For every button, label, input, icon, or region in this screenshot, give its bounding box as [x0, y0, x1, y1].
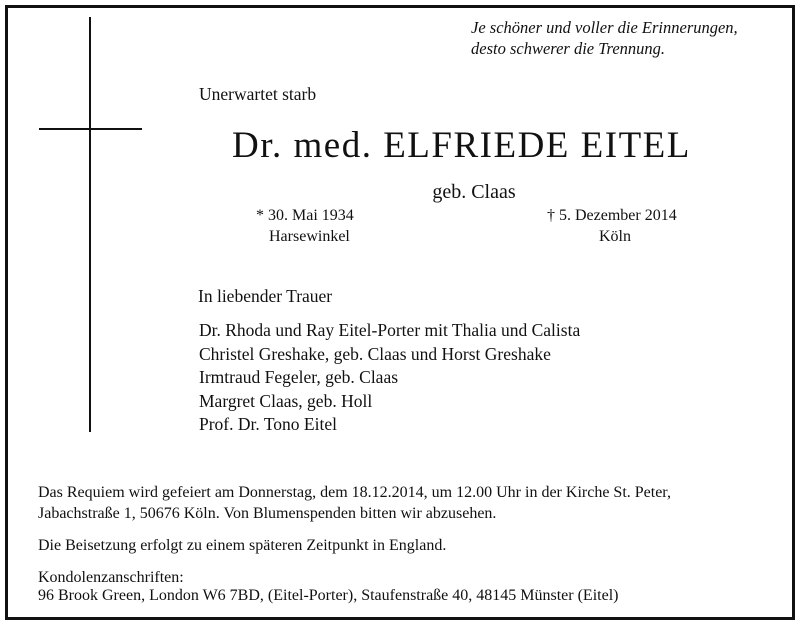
cross-icon	[89, 17, 91, 432]
mourners-list	[199, 319, 580, 437]
burial-text: Die Beisetzung erfolgt zu einem späteren Zeitpunkt in England.	[38, 537, 447, 554]
mourner-name: Margret Claas, geb. Holl	[199, 390, 373, 411]
deceased-name: Dr. med. ELFRIEDE EITEL	[232, 125, 691, 166]
death-place: Köln	[599, 228, 631, 245]
quote-line-1: Je schöner und voller die Erinnerungen,	[471, 18, 738, 37]
maiden-name: geb. Claas	[432, 181, 516, 203]
condolence-label: Kondolenzanschriften:	[38, 569, 184, 586]
requiem-text-line-2: Jabachstraße 1, 50676 Köln. Von Blumenspenden bitten wir abzusehen.	[38, 505, 497, 522]
mourner-name: Dr. Rhoda und Ray Eitel-Porter mit Thalia und Calista	[199, 320, 581, 340]
birth-date: * 30. Mai 1934	[256, 207, 354, 224]
birth-place: Harsewinkel	[269, 228, 350, 245]
notice-border	[5, 5, 795, 620]
mourning-heading: In liebender Trauer	[198, 286, 333, 306]
death-date: † 5. Dezember 2014	[547, 207, 677, 224]
cross-bar	[39, 128, 142, 130]
quote-line-2: desto schwerer die Trennung.	[471, 39, 666, 58]
requiem-text-line-1: Das Requiem wird gefeiert am Donnerstag, dem 18.12.2014, um 12.00 Uhr in der Kirche St. Peter,	[38, 484, 671, 501]
mourner-name: Christel Greshake, geb. Claas und Horst Greshake	[199, 343, 551, 364]
mourner-name: Prof. Dr. Tono Eitel	[199, 414, 337, 434]
intro-text: Unerwartet starb	[199, 84, 317, 104]
condolence-addresses: 96 Brook Green, London W6 7BD, (Eitel-Porter), Staufenstraße 40, 48145 Münster (Eitel)	[38, 587, 619, 604]
mourner-name: Irmtraud Fegeler, geb. Claas	[199, 367, 399, 387]
